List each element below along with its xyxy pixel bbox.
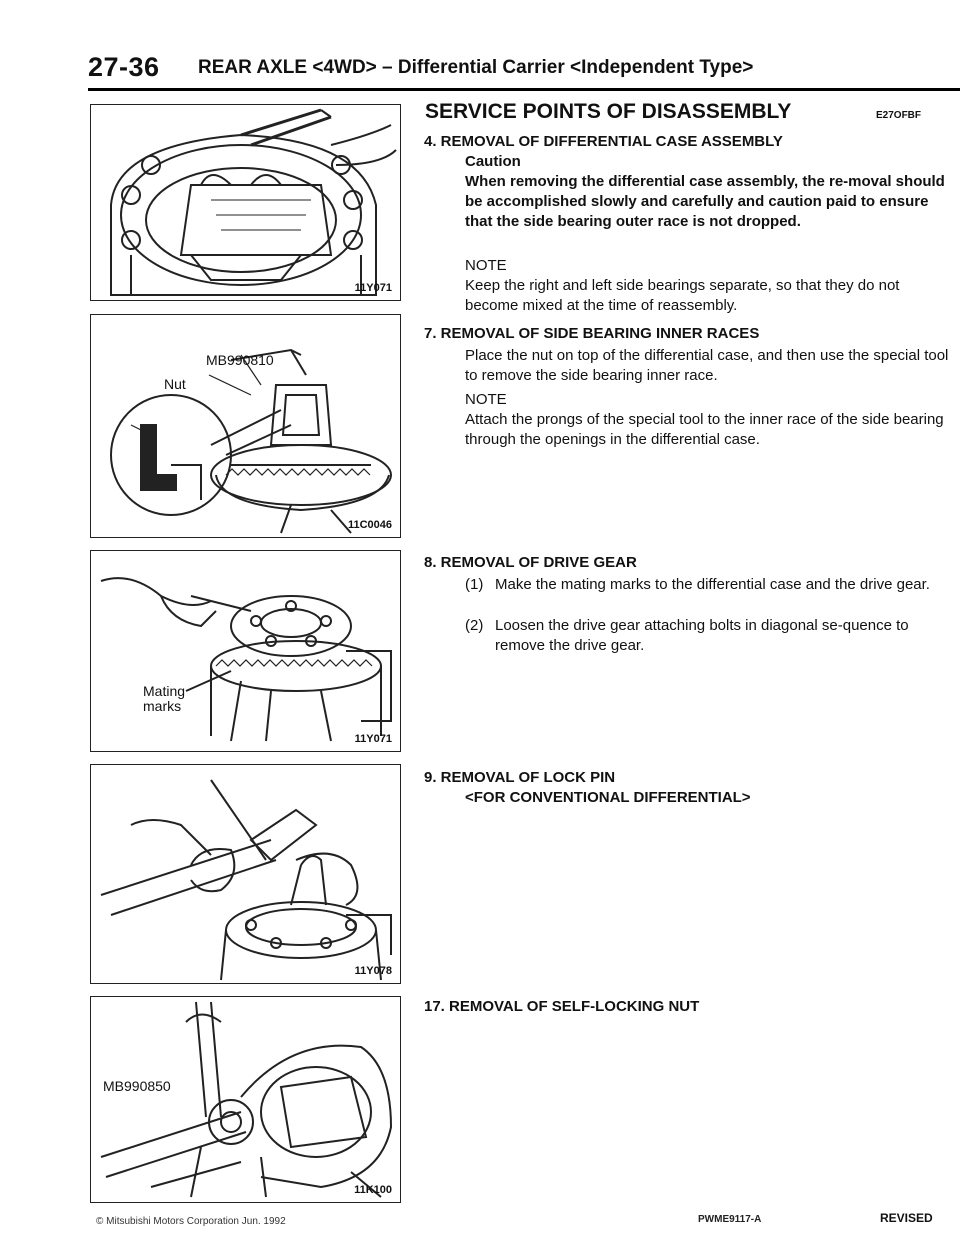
figure-code: 11Y071 — [354, 733, 392, 745]
figure-code: 11Y078 — [354, 965, 392, 977]
figure-drive-gear-mating-marks — [90, 550, 401, 752]
figure-self-locking-nut-removal — [90, 996, 401, 1203]
footer-copyright: © Mitsubishi Motors Corporation Jun. 1992 — [96, 1216, 286, 1227]
note-text-4: Keep the right and left side bearings separate, so that they do not become mixed at the time of reassembly. — [465, 277, 900, 314]
note-label-4: NOTE — [465, 257, 507, 274]
step-number: (2) — [465, 617, 484, 634]
page-title: REAR AXLE <4WD> – Differential Carrier <Independent Type> — [198, 57, 754, 78]
caution-text: When removing the differential case assembly, the re-moval should be accomplished slowly and carefully and caution paid to ensure that the side bearing outer race is not dropped. — [465, 173, 945, 230]
page-number: 27-36 — [88, 52, 160, 82]
illustration-lock-pin — [91, 765, 400, 983]
item-heading-8: 8. REMOVAL OF DRIVE GEAR — [424, 554, 637, 571]
illustration-self-locking-nut — [91, 997, 400, 1202]
item-heading-7: 7. REMOVAL OF SIDE BEARING INNER RACES — [424, 325, 760, 342]
figure-differential-case-removal — [90, 104, 401, 301]
figure-code: 11Y071 — [354, 282, 392, 294]
figure-side-bearing-puller — [90, 314, 401, 538]
item-text-7: Place the nut on top of the differential case, and then use the special tool to remove the side bearing inner race. — [465, 347, 949, 384]
item-heading-9: 9. REMOVAL OF LOCK PIN — [424, 769, 616, 786]
section-heading: SERVICE POINTS OF DISASSEMBLY — [425, 100, 792, 123]
illustration-drive-gear — [91, 551, 400, 751]
item-heading-4: 4. REMOVAL OF DIFFERENTIAL CASE ASSEMBLY — [424, 133, 783, 150]
item-subheading-9: <FOR CONVENTIONAL DIFFERENTIAL> — [465, 789, 751, 806]
callout-nut: Nut — [164, 376, 186, 392]
page-header — [88, 52, 960, 92]
step-text: Make the mating marks to the differential case and the drive gear. — [495, 576, 930, 593]
footer-doc-code: PWME9117-A — [698, 1214, 762, 1225]
illustration-side-bearing-puller — [91, 315, 400, 537]
note-text-7: Attach the prongs of the special tool to the inner race of the side bearing through the openings in the differential case. — [465, 411, 944, 448]
figure-code: 11C0046 — [347, 519, 392, 531]
illustration-case-removal — [91, 105, 400, 300]
item-heading-17: 17. REMOVAL OF SELF-LOCKING NUT — [424, 998, 700, 1015]
callout-mating-marks: Mating marks — [143, 683, 186, 714]
header-rule — [88, 88, 960, 91]
step-number: (1) — [465, 576, 484, 593]
step-text: Loosen the drive gear attaching bolts in diagonal se-quence to remove the drive gear. — [495, 617, 909, 654]
caution-label: Caution — [465, 153, 521, 170]
note-label-7: NOTE — [465, 391, 507, 408]
callout-tool-mb990810: MB990810 — [206, 352, 274, 368]
section-code: E27OFBF — [876, 110, 922, 121]
figure-lock-pin-removal — [90, 764, 401, 984]
callout-tool-mb990850: MB990850 — [103, 1078, 171, 1094]
figure-code: 11K100 — [354, 1184, 392, 1196]
footer-revised: REVISED — [880, 1211, 933, 1225]
